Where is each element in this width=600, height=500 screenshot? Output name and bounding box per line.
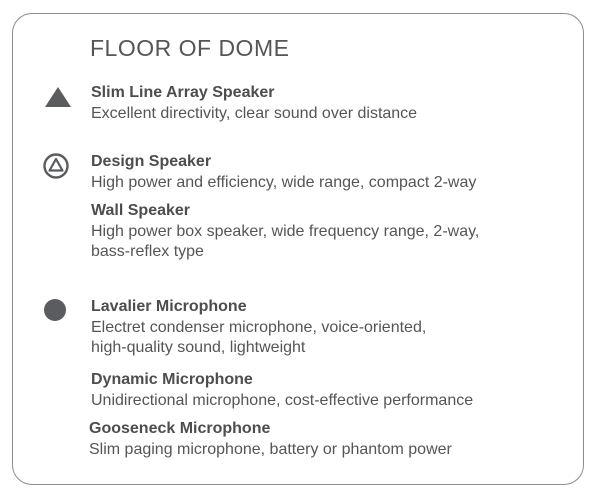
item-name: Wall Speaker — [91, 202, 191, 219]
item-slim-line-array-speaker — [91, 83, 417, 124]
item-name: Slim Line Array Speaker — [91, 84, 275, 101]
item-description — [91, 318, 426, 358]
legend-title: FLOOR OF DOME — [90, 35, 290, 61]
item-description-line: Slim paging microphone, battery or phantom power — [89, 441, 452, 458]
item-description — [91, 104, 417, 124]
item-description — [91, 173, 476, 193]
triangle-icon — [44, 86, 72, 108]
item-description-line: High power box speaker, wide frequency range, 2-way, — [91, 223, 480, 240]
item-name: Dynamic Microphone — [91, 371, 253, 388]
item-name: Design Speaker — [91, 153, 212, 170]
item-description-line: High power and efficiency, wide range, compact 2-way — [91, 174, 477, 191]
item-description-line: Unidirectional microphone, cost-effective performance — [91, 392, 474, 409]
item-design-speaker — [91, 152, 476, 193]
item-lavalier-microphone — [91, 297, 426, 358]
item-description-line: bass-reflex type — [91, 243, 204, 260]
item-name: Lavalier Microphone — [91, 298, 247, 315]
item-name: Gooseneck Microphone — [89, 420, 271, 437]
item-description — [91, 391, 473, 411]
item-dynamic-microphone — [91, 370, 473, 411]
circle-triangle-icon — [42, 152, 70, 180]
item-description — [89, 440, 452, 460]
filled-circle-icon — [43, 298, 67, 322]
item-description-line: high-quality sound, lightweight — [91, 339, 306, 356]
item-description-line: Excellent directivity, clear sound over distance — [91, 105, 418, 122]
item-description-line: Electret condenser microphone, voice-oriented, — [91, 319, 427, 336]
item-description — [91, 222, 479, 262]
item-wall-speaker — [91, 201, 479, 262]
item-gooseneck-microphone — [89, 419, 452, 460]
